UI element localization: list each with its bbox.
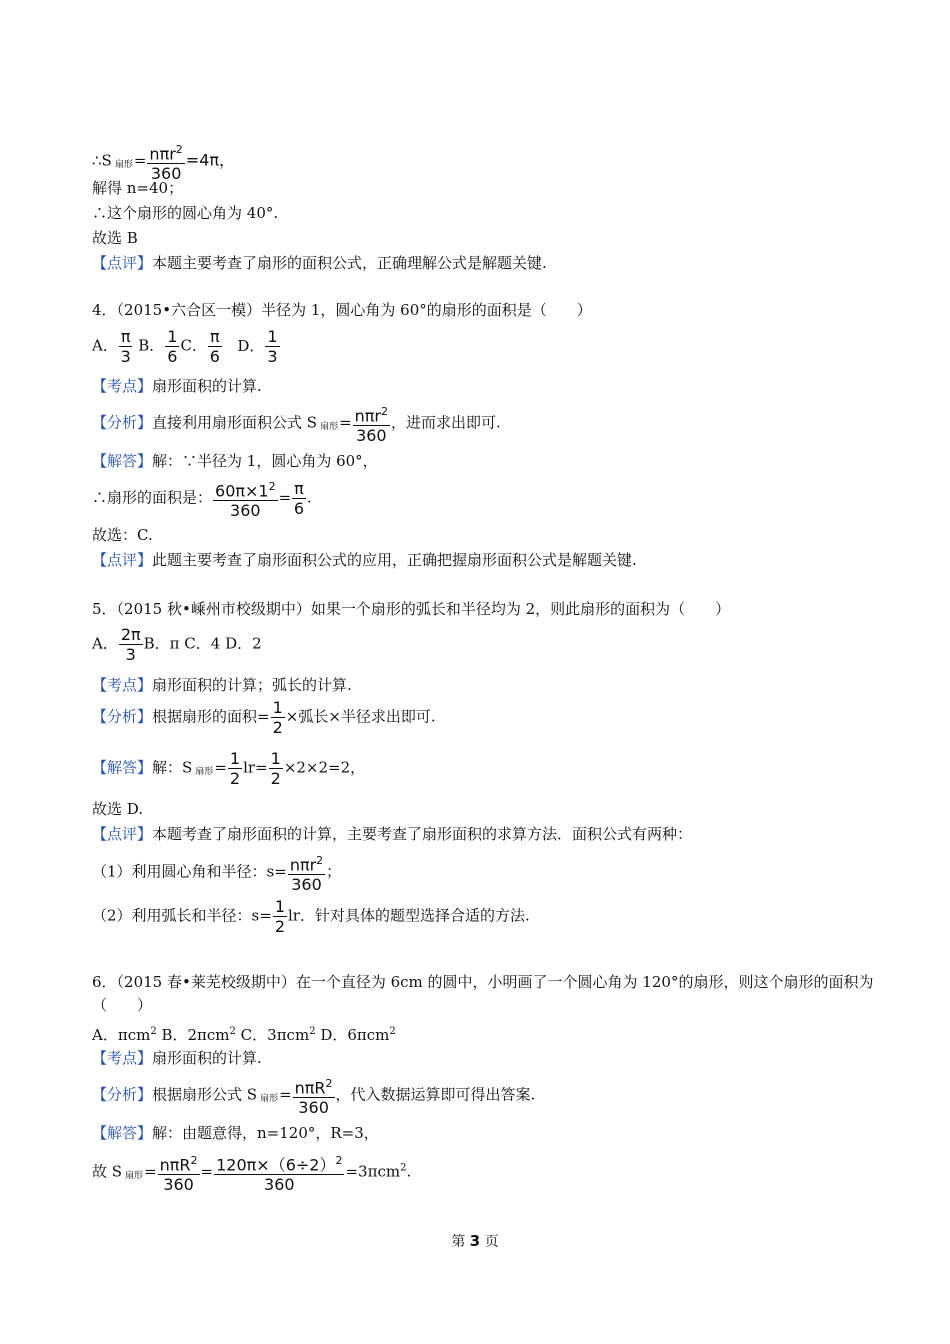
q6-stem: 6．（2015 春•莱芜校级期中）在一个直径为 6cm 的圆中，小明画了一个圆心角为 120°的扇形，则这个扇形的面积为（ ） — [92, 973, 874, 1014]
q6-fenxi: 【分析】根据扇形公式 S 扇形= $\frac{n\pi R^2}{360}$ ，代入数据运算即可得出答案. — [92, 1074, 535, 1117]
q5-choose: 故选 D. — [92, 800, 144, 818]
q3-review: 【点评】本题主要考查了扇形的面积公式，正确理解公式是解题关键. — [92, 254, 547, 272]
q5-fenxi: 【分析】根据扇形的面积= $\frac{1}{2}$ ×弧长×半径求出即可. — [92, 698, 436, 737]
q5-formula-2: （2）利用弧长和半径：s= $\frac{1}{2}$ lr．针对具体的题型选择合适的方法. — [92, 897, 530, 936]
q6-options: A．πcm$^2$ B．2πcm$^2$ C．3πcm$^2$ D．6πcm$^2$ — [92, 1026, 396, 1044]
fraction: $\frac{n\pi r^2}{360}$ — [147, 140, 184, 183]
q5-review: 【点评】本题考查了扇形面积的计算，主要考查了扇形面积的求算方法．面积公式有两种： — [92, 825, 693, 843]
q4-fenxi: 【分析】直接利用扇形面积公式 S 扇形= $\frac{n\pi r^2}{360}$ ，进而求出即可. — [92, 402, 501, 445]
q4-review: 【点评】此题主要考查了扇形面积公式的应用，正确把握扇形面积公式是解题关键. — [92, 551, 637, 569]
page-number: 3 — [469, 1232, 481, 1250]
q3-area-formula: ∴S 扇形= $\frac{n\pi r^2}{360}$ =4π， — [92, 140, 235, 183]
q5-options: A． $\frac{2\pi}{3}$ B．π C．4 D．2 — [92, 625, 262, 664]
q4-calc: ∴扇形的面积是： $\frac{60\pi\times 1^2}{360}$ = $\frac{\pi}{6}$ . — [92, 477, 312, 520]
q3-solve-line: 解得 n=40； — [92, 179, 184, 197]
page-footer: 第 3 页 — [451, 1232, 499, 1250]
q4-kaodian: 【考点】扇形面积的计算. — [92, 377, 262, 395]
q6-kaodian: 【考点】扇形面积的计算. — [92, 1049, 262, 1067]
q4-stem: 4．（2015•六合区一模）半径为 1，圆心角为 60°的扇形的面积是（ ） — [92, 301, 592, 319]
q5-formula-1: （1）利用圆心角和半径：s= $\frac{n\pi r^2}{360}$ ； — [92, 851, 341, 894]
q5-kaodian: 【考点】扇形面积的计算；弧长的计算. — [92, 676, 352, 694]
q3-angle-line: ∴这个扇形的圆心角为 40°. — [92, 204, 279, 222]
q4-options: A． $\frac{\pi}{3}$ B． $\frac{1}{6}$ C． $\frac{\pi}{6}$ D． $\frac{1}{3}$ — [92, 327, 278, 366]
q4-choose: 故选：C. — [92, 526, 153, 544]
q5-stem: 5．（2015 秋•嵊州市校级期中）如果一个扇形的弧长和半径均为 2，则此扇形的面积为（ ） — [92, 600, 731, 618]
q4-jieda: 【解答】解：∵半径为 1，圆心角为 60°， — [92, 452, 378, 470]
review-tag: 【点评】 — [92, 254, 153, 272]
q5-jieda: 【解答】解：S 扇形= $\frac{1}{2}$ lr= $\frac{1}{2}$ ×2×2=2， — [92, 749, 366, 788]
q6-jieda: 【解答】解：由题意得，n=120°，R=3， — [92, 1124, 379, 1142]
q3-choice-line: 故选 B — [92, 229, 138, 247]
q6-calc: 故 S 扇形= $\frac{n\pi R^2}{360}$ = $\frac{120\pi\times(6\div 2)^2}{360}$ =3πcm$^2$. — [92, 1151, 411, 1194]
